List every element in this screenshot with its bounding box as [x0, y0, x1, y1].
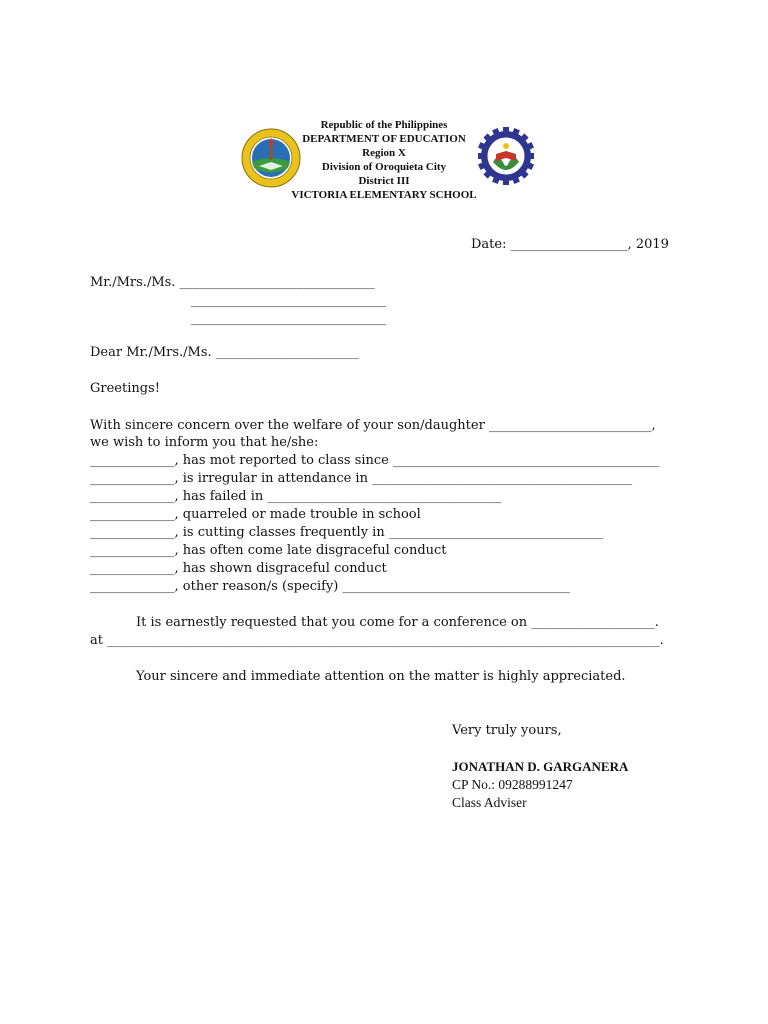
header-line-region: Region X: [362, 147, 406, 159]
signatory-title: Class Adviser: [452, 795, 527, 810]
conference-line-1: It is earnestly requested that you come for a conference on ___________________.: [136, 615, 659, 630]
signatory-phone: CP No.: 09288991247: [452, 777, 573, 792]
reason-item: _____________, other reason/s (specify) ___________________________________: [90, 579, 570, 594]
valediction: Very truly yours,: [452, 723, 562, 738]
header-line-school: VICTORIA ELEMENTARY SCHOOL: [291, 189, 477, 201]
letterhead: [0, 118, 768, 202]
signatory-name: JONATHAN D. GARGANERA: [452, 759, 629, 774]
address-line-1: Mr./Mrs./Ms. ______________________________: [90, 275, 375, 290]
greeting: Greetings!: [90, 381, 160, 396]
reason-item: _____________, is irregular in attendance in ________________________________________: [90, 471, 633, 486]
header-line-republic: Republic of the Philippines: [320, 119, 448, 131]
reason-item: _____________, quarreled or made trouble in school: [90, 507, 421, 522]
header-line-district: District III: [358, 175, 410, 187]
intro-line-1: With sincere concern over the welfare of your son/daughter _________________________,: [90, 418, 656, 433]
reason-item: _____________, has mot reported to class since _________________________________________: [90, 453, 660, 468]
reason-item: _____________, has often come late disgraceful conduct: [90, 543, 447, 558]
intro-line-2: we wish to inform you that he/she:: [90, 435, 319, 450]
header-line-department: DEPARTMENT OF EDUCATION: [302, 133, 466, 145]
salutation: Dear Mr./Mrs./Ms. ______________________: [90, 345, 359, 360]
closing-paragraph: Your sincere and immediate attention on the matter is highly appreciated.: [136, 669, 626, 684]
address-line-3: ______________________________: [191, 311, 386, 326]
reason-item: _____________, is cutting classes frequently in _________________________________: [90, 525, 604, 540]
reason-item: _____________, has failed in ____________________________________: [90, 489, 502, 504]
reason-item: _____________, has shown disgraceful conduct: [90, 561, 387, 576]
header-line-division: Division of Oroquieta City: [321, 161, 447, 173]
address-line-2: ______________________________: [191, 293, 386, 308]
conference-line-2: at _____________________________________________________________________________________.: [90, 633, 664, 648]
date-line: Date: __________________, 2019: [471, 237, 669, 252]
